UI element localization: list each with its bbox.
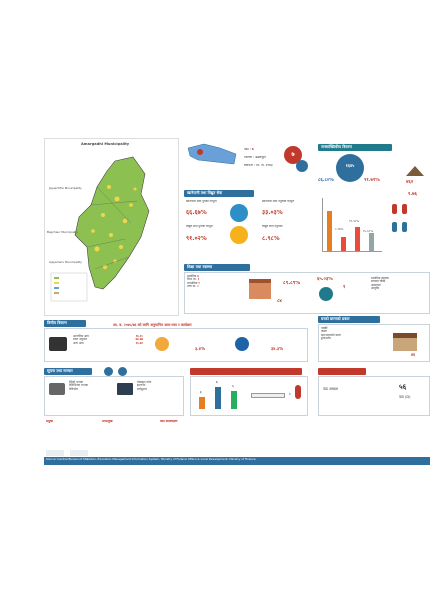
municipality-map[interactable] bbox=[45, 139, 180, 317]
satellite-icon bbox=[118, 367, 127, 376]
housing-panel bbox=[318, 324, 430, 362]
water-served-value: ६६.६७% bbox=[186, 210, 207, 216]
logo bbox=[46, 450, 64, 456]
people-icons bbox=[388, 204, 428, 248]
lightbulb-icon bbox=[230, 226, 248, 244]
map-region-label: Bagchaur Municipality bbox=[47, 230, 79, 234]
list-item: टेलिभिजन भएका bbox=[69, 383, 88, 388]
education-table bbox=[187, 275, 245, 289]
women-bar bbox=[231, 391, 237, 409]
population-section-title: जनसांख्यिकीय विवरण bbox=[318, 144, 392, 151]
electric-served-value: ९१.०२% bbox=[186, 236, 207, 242]
radio-icon bbox=[49, 383, 65, 395]
briefcase-icon bbox=[49, 337, 67, 351]
electric-unserved-label: विद्युत सेवा नपुगेका bbox=[262, 225, 283, 228]
district-row: जिल्ला : डडेलधुरा bbox=[244, 156, 266, 159]
population-total-circle bbox=[336, 154, 364, 182]
list-item: अस्पताल bbox=[371, 282, 381, 287]
health-list bbox=[371, 277, 427, 291]
pop-bar bbox=[327, 211, 332, 251]
communication-panel bbox=[44, 376, 184, 416]
representative-name: वडा अध्यक्ष bbox=[323, 387, 338, 391]
table-row: प्राप्त अनुदान ७७.७७ bbox=[73, 337, 143, 342]
women-bar-label: ५ bbox=[232, 384, 234, 388]
tv-icon bbox=[117, 383, 133, 395]
population-panel bbox=[318, 152, 430, 258]
finance-v2: ३४.३% bbox=[271, 347, 284, 351]
women-section-title: सामाजिक सुरक्षा भत्ता र महिला सहभागिता bbox=[190, 368, 302, 375]
house-icon bbox=[406, 162, 424, 176]
pop-bar bbox=[341, 237, 346, 251]
health-icon bbox=[319, 287, 333, 301]
pop-bar bbox=[355, 227, 360, 251]
male-value: ८६.८०% bbox=[318, 178, 334, 183]
finance-table bbox=[73, 335, 143, 345]
logo bbox=[70, 450, 88, 456]
chair-label: प्रमुख bbox=[46, 420, 53, 423]
map-region-label: Jayaprithvi Municipality bbox=[49, 186, 82, 190]
map-title: Amargadhi Municipality bbox=[81, 142, 130, 146]
water-section-title: खानेपानी तथा विद्युत सेवा bbox=[184, 190, 254, 197]
money-bag-icon bbox=[235, 337, 249, 351]
table-row: अन्य आय १६.७१ bbox=[73, 340, 143, 345]
women-panel bbox=[190, 376, 308, 416]
coin-icon bbox=[155, 337, 169, 351]
school-building-icon bbox=[249, 279, 271, 299]
budget-title: आ. व. २०७५/७६ को लागि अनुमानित आय-व्यय र कार्यक्रम bbox=[113, 323, 192, 327]
housing-section-title: घरको छानाको प्रकार bbox=[318, 316, 380, 323]
women-bar-label: ३ bbox=[200, 390, 202, 394]
tools-icon bbox=[104, 367, 113, 376]
list-item: जस्ता bbox=[321, 329, 327, 334]
house-value: १.७६ bbox=[408, 192, 417, 197]
health-value: ६५.०३% bbox=[317, 277, 333, 282]
representative-section-title: जनप्रतिनिधि bbox=[318, 368, 366, 375]
list-item: इन्टरनेट bbox=[137, 383, 146, 388]
map-panel bbox=[44, 138, 179, 316]
list-item: रेडियो भएका bbox=[69, 380, 83, 384]
representative-count-sub: वडा (D) bbox=[399, 395, 411, 399]
households-value: ४६२ bbox=[406, 180, 414, 185]
pop-bar-label: १५.६८% bbox=[363, 229, 374, 233]
school-value: ८४ bbox=[277, 299, 282, 304]
housing-list bbox=[321, 327, 385, 341]
source-text: Source: Central Bureau of Statistics, Education Management Information System, Ministry of Federal Affairs & Local Development, Ministry of Finance bbox=[46, 458, 256, 461]
ward-row: वडा : ७ bbox=[244, 148, 254, 151]
population-total-value: १६४५ bbox=[345, 163, 355, 168]
table-row: निम्न मा. १ bbox=[187, 277, 200, 282]
list-item: मोबाइल फोन bbox=[137, 380, 152, 384]
pop-bar-label: १९.५०% bbox=[349, 219, 360, 223]
finance-v1: ३.४% bbox=[195, 347, 206, 351]
list-item: टेलिफोन bbox=[69, 386, 79, 391]
women-progress-bar bbox=[251, 393, 285, 398]
population-bar-chart bbox=[322, 198, 382, 252]
literacy-value: ८९.८९% bbox=[283, 281, 301, 286]
education-panel bbox=[184, 272, 430, 314]
women-bar bbox=[199, 397, 205, 409]
table-row: आन्तरिक आय १६.१० bbox=[73, 334, 143, 338]
table-row: प्राथमिक ४ bbox=[187, 274, 199, 278]
list-item: आयुर्वेद bbox=[371, 286, 380, 291]
water-unserved-label: खानेपानी सेवा नपुगेका घरधुरी bbox=[262, 200, 295, 203]
woman-icon bbox=[295, 385, 301, 399]
water-tap-icon bbox=[230, 204, 248, 222]
communication-list-a bbox=[69, 381, 113, 391]
women-progress-value: ० bbox=[289, 392, 291, 396]
women-bar bbox=[215, 387, 221, 409]
list-item: प्राथमिक स्वास्थ्य bbox=[371, 276, 389, 280]
water-served-label: खानेपानी सेवा पुगेका घरधुरी bbox=[186, 200, 217, 203]
representative-count: ५६ bbox=[399, 383, 407, 391]
vice-label: उपप्रमुख bbox=[102, 420, 113, 423]
water-panel bbox=[184, 198, 316, 248]
finance-panel bbox=[44, 323, 308, 362]
representative-panel bbox=[318, 376, 430, 416]
date-row: स्थापना : वि. सं. २०७३ bbox=[244, 164, 273, 167]
communication-section-title: सूचना तथा सञ्चार bbox=[44, 368, 92, 375]
female-value: ९१.७९% bbox=[364, 178, 380, 183]
pop-bar-label: ८.९७% bbox=[335, 227, 344, 231]
table-row: उच्च मा. ० bbox=[187, 284, 199, 289]
list-item: स्वास्थ्य चौकी bbox=[371, 279, 386, 284]
ward-badge: ७ bbox=[284, 146, 302, 164]
contacts-panel bbox=[44, 418, 430, 456]
house-icon bbox=[393, 333, 417, 351]
list-item: ढुंगा/स्लेट bbox=[321, 336, 331, 341]
health-post-value: १ bbox=[343, 285, 346, 290]
profile-panel bbox=[184, 140, 316, 190]
map-region-label: Ajayameru Municipality bbox=[49, 260, 82, 264]
women-bar-label: ६ bbox=[216, 380, 218, 384]
members-title: वडा सदस्यहरू bbox=[160, 420, 178, 423]
pop-bar bbox=[369, 233, 374, 251]
communication-list-b bbox=[137, 381, 181, 391]
education-section-title: शिक्षा तथा स्वास्थ्य bbox=[184, 264, 250, 271]
list-item: खर/परालको छाना bbox=[321, 332, 341, 337]
list-item: सर्वसुलभ bbox=[137, 386, 147, 391]
nepal-map-icon bbox=[186, 142, 238, 168]
finance-section-title: वित्तीय विवरण bbox=[44, 320, 86, 327]
electric-served-label: विद्युत सेवा पुगेका घरधुरी bbox=[186, 225, 213, 228]
electric-unserved-value: ८.९८% bbox=[262, 236, 280, 242]
table-row: माध्यमिक १ bbox=[187, 280, 200, 285]
housing-value: ४६ bbox=[411, 353, 416, 357]
list-item: पक्की bbox=[321, 326, 328, 330]
ward-badge-small bbox=[296, 160, 308, 172]
water-unserved-value: ३३.०३% bbox=[262, 210, 283, 216]
